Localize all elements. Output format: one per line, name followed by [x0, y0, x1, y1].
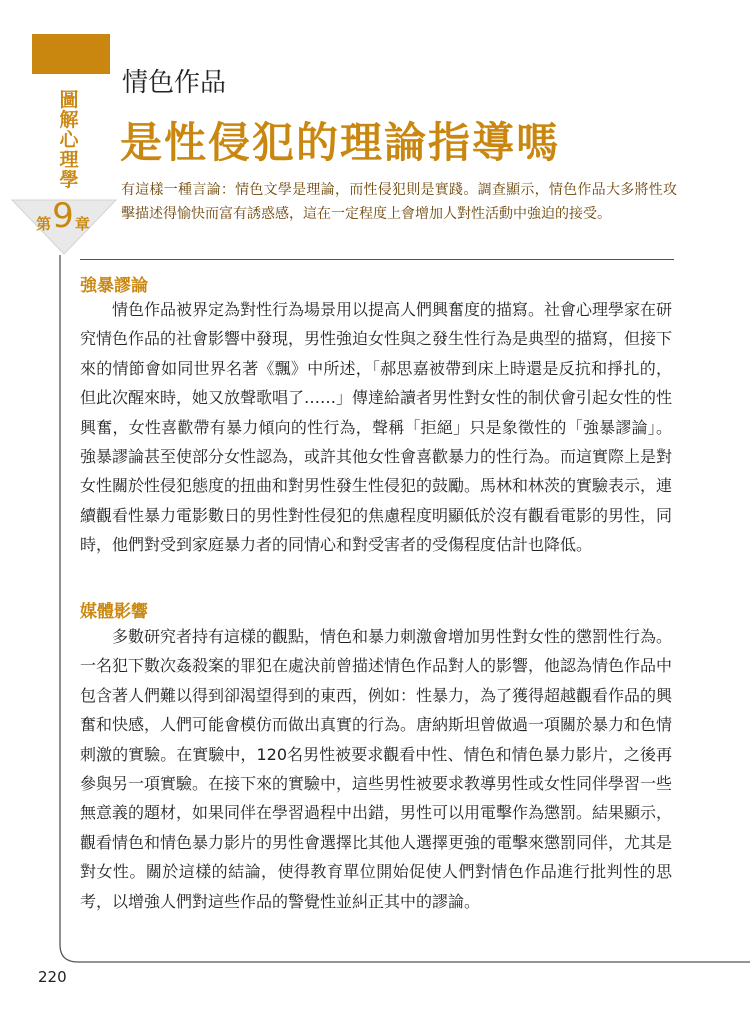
- series-title: 圖解心理學: [59, 89, 79, 191]
- section-body-rape-myth: 情色作品被界定為對性行為場景用以提高人們興奮度的描寫。社會心理學家在研究情色作品的社會影響中發現，男性強迫女性與之發生性行為是典型的描寫，但接下來的情節會如同世界名著《飄》中所述，「郝思嘉被帶到床上時還是反抗和掙扎的，但此次醒來時，她又放聲歌唱了……」傳達給讀者男性對女性的制伏會引起女性的性興奮，女性喜歡帶有暴力傾向的性行為，聲稱「拒絕」只是象徵性的「強暴謬論」。強暴謬論甚至使部分女性認為，或許其他女性會喜歡暴力的性行為。而這實際上是對女性關於性侵犯態度的扭曲和對男性發生性侵犯的鼓勵。馬林和林茨的實驗表示，連續觀看性暴力電影數日的男性對性侵犯的焦慮程度明顯低於沒有觀看電影的男性，同時，他們對受到家庭暴力者的同情心和對受害者的受傷程度估計也降低。: [80, 300, 673, 555]
- chapter-marker: [22, 198, 104, 234]
- chapter-prefix: 第: [36, 215, 52, 233]
- section-body-media-influence: 多數研究者持有這樣的觀點，情色和暴力刺激會增加男性對女性的懲罰性行為。一名犯下數次姦殺案的罪犯在處決前曾描述情色作品對人的影響，他認為情色作品中包含著人們難以得到卻渴望得到的東西，例如：性暴力，為了獲得超越觀看作品的興奮和快感，人們可能會模仿而做出真實的行為。唐納斯坦曾做過一項關於暴力和色情刺激的實驗。在實驗中，120名男性被要求觀看中性、情色和情色暴力影片，之後再參與另一項實驗。在接下來的實驗中，這些男性被要求教導男性或女性同伴學習一些無意義的題材，如果同伴在學習過程中出錯，男性可以用電擊作為懲罰。結果顯示，觀看情色和情色暴力影片的男性會選擇比其他人選擇更強的電擊來懲罰同伴，尤其是對女性。關於這樣的結論，使得教育單位開始促使人們對情色作品進行批判性的思考，以增強人們對這些作品的警覺性並糾正其中的謬論。: [80, 627, 673, 911]
- series-title-vertical: [40, 90, 98, 190]
- chapter-suffix: 章: [74, 215, 90, 233]
- chapter-tab-block: [32, 34, 110, 74]
- chapter-number: 9: [52, 196, 74, 236]
- intro-paragraph: 有這樣一種言論：情色文學是理論，而性侵犯則是實踐。調查顯示，情色作品大多將性攻擊描述得愉快而富有誘惑感，這在一定程度上會增加人對性活動中強迫的接受。: [121, 182, 677, 222]
- section-heading-rape-myth: 強暴謬論: [80, 276, 148, 296]
- page-category: 情色作品: [122, 68, 227, 98]
- page-number: 220: [38, 968, 67, 986]
- divider: [80, 259, 674, 260]
- page-title: 是性侵犯的理論指導嗎: [120, 118, 561, 167]
- section-heading-media-influence: 媒體影響: [80, 602, 148, 622]
